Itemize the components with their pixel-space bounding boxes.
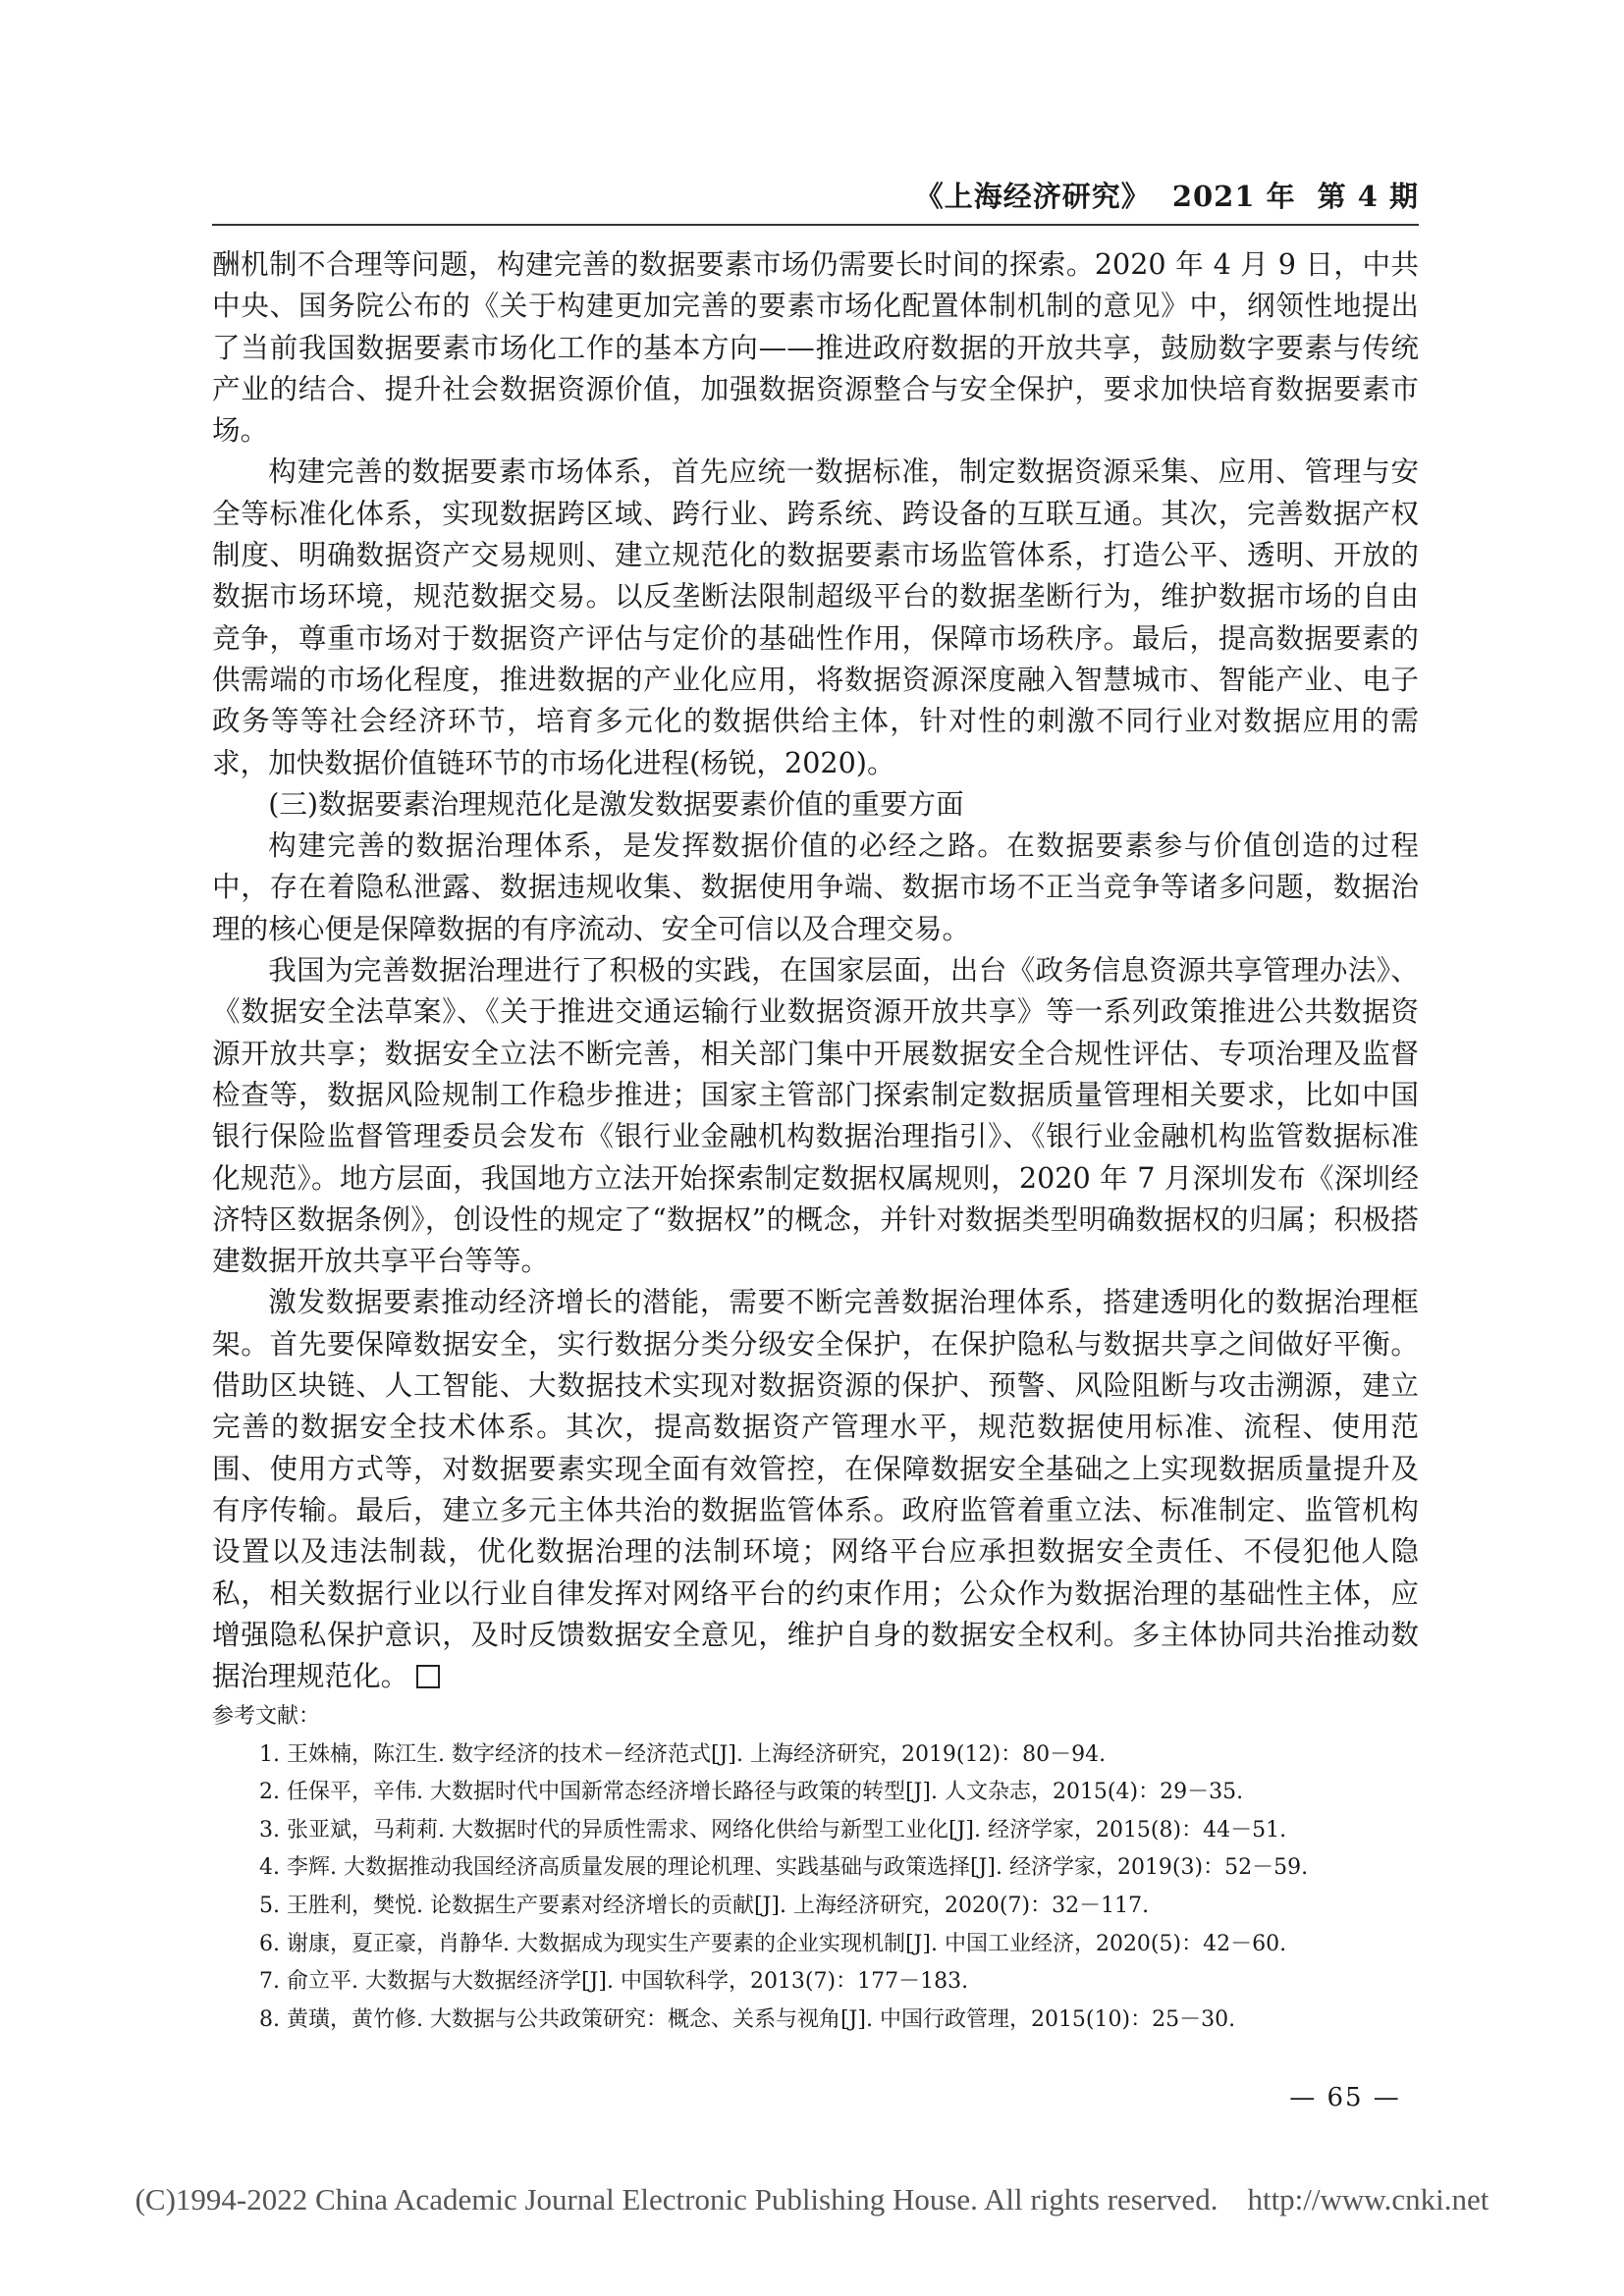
references [212, 1698, 1419, 2039]
references-title: 参考文献： [212, 1704, 321, 1729]
running-header [212, 175, 1419, 220]
reference-item: 7. 俞立平. 大数据与大数据经济学[J]. 中国软科学，2013(7)：177－183. [259, 1969, 969, 1995]
reference-item: 1. 王姝楠，陈江生. 数字经济的技术－经济范式[J]. 上海经济研究，2019(12)：80－94. [259, 1741, 1107, 1767]
reference-item: 6. 谢康，夏正豪，肖静华. 大数据成为现实生产要素的企业实现机制[J]. 中国工业经济，2020(5)：42－60. [259, 1931, 1287, 1956]
paragraph: 我国为完善数据治理进行了积极的实践，在国家层面，出台《政务信息资源共享管理办法》、《数据安全法草案》、《关于推进交通运输行业数据资源开放共享》等一系列政策推进公共数据资源开放共享；数据安全立法不断完善，相关部门集中开展数据安全合规性评估、专项治理及监督检查等，数据风险规制工作稳步推进；国家主管部门探索制定数据质量管理相关要求，比如中国银行保险监督管理委员会发布《银行业金融机构数据治理指引》、《银行业金融机构监管数据标准化规范》。地方层面，我国地方立法开始探索制定数据权属规则，2020 年 7 月深圳发布《深圳经济特区数据条例》，创设性的规定了“数据权”的概念，并针对数据类型明确数据权的归属；积极搭建数据开放共享平台等等。 [212, 953, 1419, 1278]
footer-url: http://www.cnki.net [1247, 2182, 1489, 2216]
reference-list [212, 1736, 1419, 2040]
reference-item: 4. 李辉. 大数据推动我国经济高质量发展的理论机理、实践基础与政策选择[J]. 经济学家，2019(3)：52－59. [259, 1855, 1309, 1881]
reference-item: 8. 黄璜，黄竹修. 大数据与公共政策研究：概念、关系与视角[J]. 中国行政管理，2015(10)：25－30. [259, 2006, 1236, 2032]
header-rule [212, 224, 1419, 226]
copyright-footer [0, 2182, 1624, 2217]
reference-item: 5. 王胜利，樊悦. 论数据生产要素对经济增长的贡献[J]. 上海经济研究，2020(7)：32－117. [259, 1893, 1150, 1918]
page-number: — 65 — [1289, 2083, 1401, 2112]
journal-issue: 第 4 期 [1317, 180, 1419, 213]
end-mark-icon [416, 1665, 440, 1688]
journal-name: 《上海经济研究》 [914, 180, 1151, 213]
body-text [212, 243, 1419, 1696]
reference-item: 2. 任保平，辛伟. 大数据时代中国新常态经济增长路径与政策的转型[J]. 人文杂志，2015(4)：29－35. [259, 1780, 1244, 1805]
journal-year: 2021 年 [1171, 180, 1296, 213]
copyright-text: (C)1994-2022 China Academic Journal Electronic Publishing House. All rights reserved. [135, 2182, 1218, 2216]
reference-item: 3. 张亚斌，马莉莉. 大数据时代的异质性需求、网络化供给与新型工业化[J]. 经济学家，2015(8)：44－51. [259, 1817, 1287, 1842]
section-heading: (三)数据要素治理规范化是激发数据要素价值的重要方面 [268, 786, 964, 821]
paragraph-text: 激发数据要素推动经济增长的潜能，需要不断完善数据治理体系，搭建透明化的数据治理框架。首先要保障数据安全，实行数据分类分级安全保护，在保护隐私与数据共享之间做好平衡。借助区块链、人工智能、大数据技术实现对数据资源的保护、预警、风险阻断与攻击溯源，建立完善的数据安全技术体系。其次，提高数据资产管理水平，规范数据使用标准、流程、使用范围、使用方式等，对数据要素实现全面有效管控，在保障数据安全基础之上实现数据质量提升及有序传输。最后，建立多元主体共治的数据监管体系。政府监管着重立法、标准制定、监管机构设置以及违法制裁，优化数据治理的法制环境；网络平台应承担数据安全责任、不侵犯他人隐私，相关数据行业以行业自律发挥对网络平台的约束作用；公众作为数据治理的基础性主体，应增强隐私保护意识，及时反馈数据安全意见，维护自身的数据安全权利。多主体协同共治推动数据治理规范化。 [212, 1285, 1419, 1693]
paragraph-last [212, 1281, 1419, 1696]
paragraph: 酬机制不合理等问题，构建完善的数据要素市场仍需要长时间的探索。2020 年 4 月 9 日，中共中央、国务院公布的《关于构建更加完善的要素市场化配置体制机制的意见》中，纲领性地提出了当前我国数据要素市场化工作的基本方向——推进政府数据的开放共享，鼓励数字要素与传统产业的结合、提升社会数据资源价值，加强数据资源整合与安全保护，要求加快培育数据要素市场。 [212, 247, 1419, 448]
paragraph: 构建完善的数据治理体系，是发挥数据价值的必经之路。在数据要素参与价值创造的过程中，存在着隐私泄露、数据违规收集、数据使用争端、数据市场不正当竞争等诸多问题，数据治理的核心便是保障数据的有序流动、安全可信以及合理交易。 [212, 828, 1419, 945]
paragraph: 构建完善的数据要素市场体系，首先应统一数据标准，制定数据资源采集、应用、管理与安全等标准化体系，实现数据跨区域、跨行业、跨系统、跨设备的互联互通。其次，完善数据产权制度、明确数据资产交易规则、建立规范化的数据要素市场监管体系，打造公平、透明、开放的数据市场环境，规范数据交易。以反垄断法限制超级平台的数据垄断行为，维护数据市场的自由竞争，尊重市场对于数据资产评估与定价的基础性作用，保障市场秩序。最后，提高数据要素的供需端的市场化程度，推进数据的产业化应用，将数据资源深度融入智慧城市、智能产业、电子政务等等社会经济环节，培育多元化的数据供给主体，针对性的刺激不同行业对数据应用的需求，加快数据价值链环节的市场化进程(杨锐，2020)。 [212, 454, 1419, 779]
